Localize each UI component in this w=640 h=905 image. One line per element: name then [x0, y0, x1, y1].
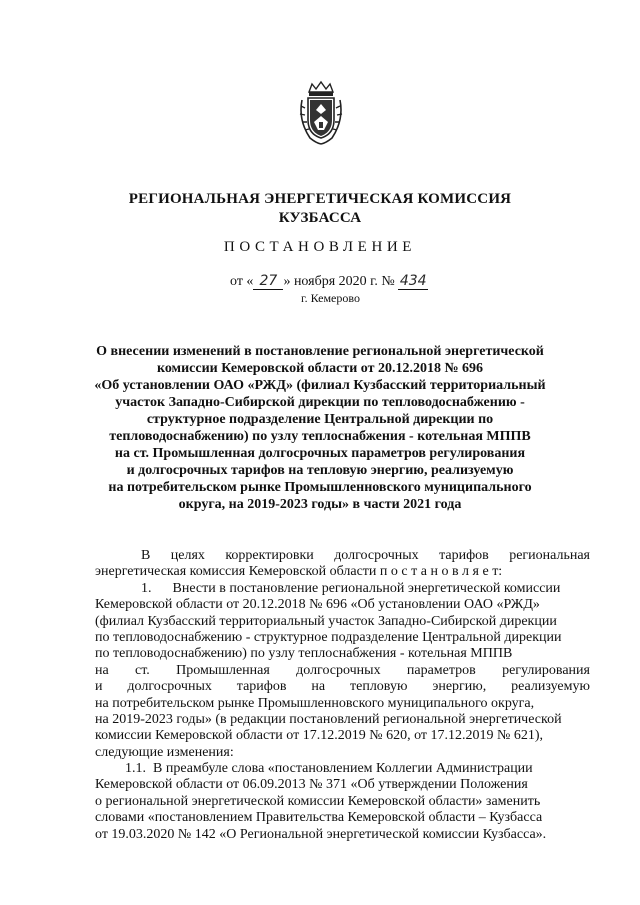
body-line: о региональной энергетической комиссии Кемеровской области» заменить — [95, 793, 541, 809]
body-line: по тепловодоснабжению) по узлу теплоснабжения - котельная МППВ — [95, 646, 513, 662]
word: на — [311, 679, 326, 695]
coat-of-arms-icon — [296, 80, 346, 146]
document-type: ПОСТАНОВЛЕНИЕ — [223, 239, 417, 255]
word: на — [95, 662, 109, 678]
item-1-1-lead: 1.1. В преамбуле слова «постановлением Коллегии Администрации — [125, 761, 533, 777]
title-line: «Об установлении ОАО «РЖД» (филиал Кузбасский территориальный — [94, 378, 546, 393]
word: ст. — [135, 662, 150, 678]
body-line: комиссии Кемеровской области от 17.12.2019 № 620, от 17.12.2019 № 621), — [95, 728, 544, 744]
organization-name-line2: КУЗБАССА — [278, 210, 362, 226]
body-line-justified — [95, 663, 590, 679]
title-line: тепловодоснабжению) по узлу теплоснабжения - котельная МППВ — [109, 429, 531, 444]
body-line: следующие изменения: — [95, 744, 234, 760]
word: региональная — [509, 548, 590, 563]
date-day-handwritten: 27 — [253, 273, 283, 290]
title-line: структурное подразделение Центральной дирекции по — [146, 412, 494, 427]
body-line: Кемеровской области от 06.09.2013 № 371 «Об утверждении Положения — [95, 777, 528, 793]
body-line: на 2019-2023 годы» (в редакции постановлений региональной энергетической — [95, 711, 562, 727]
document-date-line — [230, 273, 470, 290]
word: тарифов — [236, 679, 287, 695]
body-line: (филиал Кузбасский территориальный участок Западно-Сибирской дирекции — [95, 613, 557, 629]
word: целях — [170, 548, 205, 563]
organization-name-line1: РЕГИОНАЛЬНАЯ ЭНЕРГЕТИЧЕСКАЯ КОМИССИЯ — [128, 191, 512, 207]
word: параметров — [406, 662, 476, 678]
body-line-justified — [95, 548, 590, 564]
word: долгосрочных — [334, 548, 419, 563]
body-line: словами «постановлением Правительства Кемеровской области – Кузбасса — [95, 810, 543, 826]
word: Промышленная — [176, 662, 270, 678]
word: корректировки — [225, 548, 314, 563]
date-prefix: от « — [230, 274, 254, 289]
body-line: по тепловодоснабжению - структурное подразделение Центральной дирекции — [95, 629, 562, 645]
title-line: на ст. Промышленная долгосрочных параметров регулирования — [114, 446, 526, 461]
title-line: на потребительском рынке Промышленновского муниципального — [108, 480, 532, 495]
word: долгосрочных — [296, 662, 381, 678]
body-line: на потребительском рынке Промышленновского муниципального округа, — [95, 695, 535, 711]
word: тепловую — [350, 679, 408, 695]
document-title — [88, 343, 552, 513]
body-line-justified — [95, 679, 590, 695]
word: реализуемую — [511, 679, 590, 695]
body-line: от 19.03.2020 № 142 «О Региональной энергетической комиссии Кузбасса». — [95, 826, 547, 842]
title-line: округа, на 2019-2023 годы» в части 2021 года — [178, 497, 462, 512]
word: энергию, — [432, 679, 487, 695]
item-1-lead: 1. Внести в постановление региональной энергетической комиссии — [141, 580, 561, 596]
city: г. Кемерово — [301, 291, 360, 305]
word: В — [141, 548, 151, 563]
title-line: О внесении изменений в постановление региональной энергетической — [96, 344, 544, 359]
word: тарифов — [439, 548, 489, 563]
word: регулирования — [502, 662, 590, 678]
title-line: комиссии Кемеровской области от 20.12.2018 № 696 — [156, 361, 484, 376]
title-line: участок Западно-Сибирской дирекции по тепловодоснабжению - — [115, 395, 525, 410]
document-number-handwritten: 434 — [399, 273, 427, 289]
date-middle: » ноября 2020 г. № — [283, 274, 395, 289]
title-line: и долгосрочных тарифов на тепловую энергию, реализуемую — [126, 463, 514, 478]
body-line: энергетическая комиссия Кемеровской области п о с т а н о в л я е т: — [95, 564, 503, 580]
body-line: Кемеровской области от 20.12.2018 № 696 «Об установлении ОАО «РЖД» — [95, 597, 540, 613]
word: и — [95, 679, 103, 695]
document-body — [95, 548, 590, 843]
word: долгосрочных — [127, 679, 212, 695]
